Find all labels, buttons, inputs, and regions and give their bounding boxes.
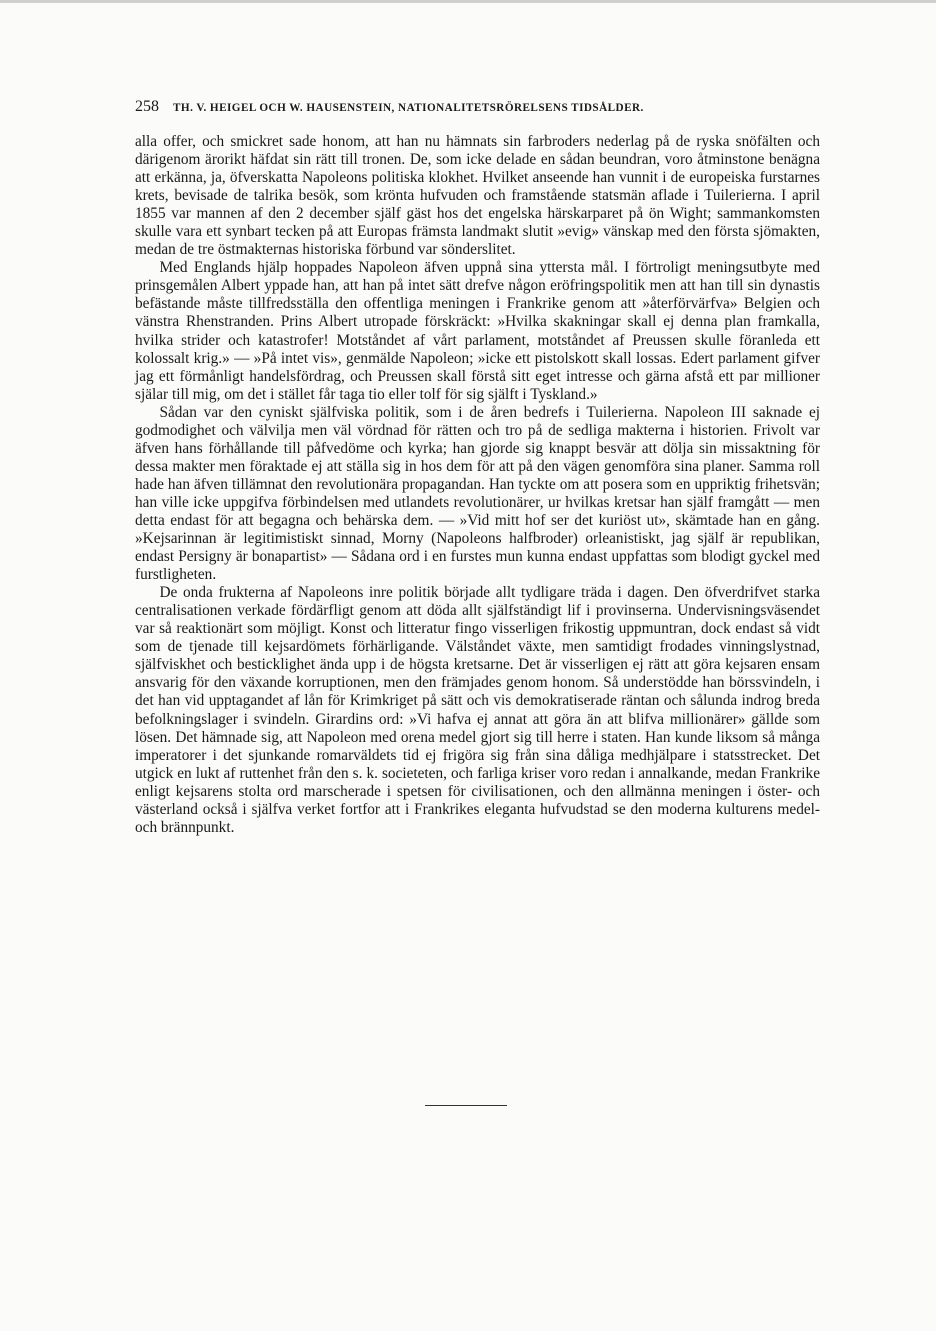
page-header [135,98,795,116]
paragraph-4: De onda frukterna af Napoleons inre politik började allt tydligare träda i dagen. Den öfverdrifvet starka centralisationen verkade fördärfligt genom att döda allt själfständigt lif i provinserna. Undervisningsväsendet var så reaktionärt som möjligt. Konst och litteratur fingo visserligen frikostig uppmuntran, dock endast så vidt som de tjenade till kejsardömets förhärligande. Välståndet växte, men samtidigt frodades vinningslystnad, själfviskhet och besticklighet ända upp i de högsta kretsarne. Det är visserligen ej rätt att göra kejsaren ensam ansvarig för den växande korruptionen, men den främjades genom honom. Så understödde han börssvindeln, i det han vid upptagandet af lån för Krimkriget på sätt och vis demokratiserade räntan och sålunda indrog breda befolkningslager i svindeln. Girardins ord: »Vi hafva ej annat att göra än att blifva millionärer» gällde som lösen. Det hämnade sig, att Napoleon med orena medel gjort sig till herre i staten. Han kunde liksom så många imperatorer i det sjunkande romarväldets tid ej frigöra sig från sina dåliga medhjälpare i statsstrecket. Det utgick en lukt af ruttenhet från den s. k. societeten, och farliga kriser voro redan i annalkande, medan Frankrike enligt kejsarens stolta ord marscherade i spetsen för civilisationen, och den allmänna meningen i öster- och västerland också i själfva verket fortfor att i Frankrikes eleganta hufvudstad se den moderna kulturens medel- och brännpunkt. [135,584,820,836]
paragraph-3: Sådan var den cyniskt själfviska politik, som i de åren bedrefs i Tuilerierna. Napoleon III saknade ej godmodighet och välvilja men väl vördnad för rätten och tro på de sedliga makterna i historien. Frivolt var äfven hans förhållande till påfvedöme och kyrka; han gjorde sig knappt besvär att dölja sin missaktning för dessa makter men föraktade ej att ställa sig in hos dem för att på den vägen genomföra sina planer. Samma roll hade han äfven tillämnat den revolutionära propagandan. Han tyckte om att posera som en uppriktig frihetsvän; han ville icke uppgifva förbindelsen med utlandets revolutionärer, ur hvilkas kretsar han själf framgått — men detta endast för att begagna och behärska dem. — »Vid mitt hof ser det kuriöst ut», skämtade han en gång. »Kejsarinnan är legitimistiskt sinnad, Morny (Napoleons halfbroder) orleanistiskt, jag själf är republikan, endast Persigny är bonapartist» — Sådana ord i en furstes mun kunna endast uppfattas som blodigt gyckel med furstligheten. [135,403,820,584]
paragraph-1: alla offer, och smickret sade honom, att han nu hämnats sin farbroders nederlag på de ryska snöfälten och därigenom ärorikt häfdat sin rätt till tronen. De, som icke delade en sådan beundran, voro åtminstone benägna att erkänna, ja, öfverskatta Napoleons politiska klokhet. Hvilket anseende han vunnit i de europeiska furstarnes krets, bevisade de talrika besök, som krönta hufvuden och framstående statsmän aflade i Tuilerierna. I april 1855 var mannen af den 2 december själf gäst hos det engelska härskarparet på ön Wight; sammankomsten skulle vara ett synbart tecken på att Europas främsta landmakt slutit »evig» vänskap med den första sjömakten, medan de tre östmakternas historiska förbund var sönderslitet. [135,133,820,259]
running-head: TH. V. HEIGEL OCH W. HAUSENSTEIN, NATIONALITETSRÖRELSENS TIDSÅLDER. [173,102,644,114]
body-text [135,133,820,837]
scan-top-border [0,0,936,3]
section-end-rule [425,1105,507,1106]
paragraph-2: Med Englands hjälp hoppades Napoleon äfven uppnå sina yttersta mål. I förtroligt meningsutbyte med prinsgemålen Albert yppade han, att han på intet sätt drefve någon eröfringspolitik men att han till sin dynastis befästande måste tillfredsställa den offentliga meningen i Frankrike genom att »återförvärfva» Belgien och vänstra Rhenstranden. Prins Albert utropade förskräckt: »Hvilka skakningar skall ej denna plan framkalla, hvilka strider och katastrofer! Motståndet af vårt parlament, motståndet af Preussen skulle föranleda ett kolossalt krig.» — »På intet vis», genmälde Napoleon; »icke ett pistolskott skall lossas. Edert parlament gifver jag ett förmånligt handelsfördrag, och Preussen skall förstå sitt eget intresse och gärna afstå ett par millioner själar till mig, om det i stället får taga tio eller tolf för sig själft i Tyskland.» [135,259,820,403]
page-number: 258 [135,98,159,115]
